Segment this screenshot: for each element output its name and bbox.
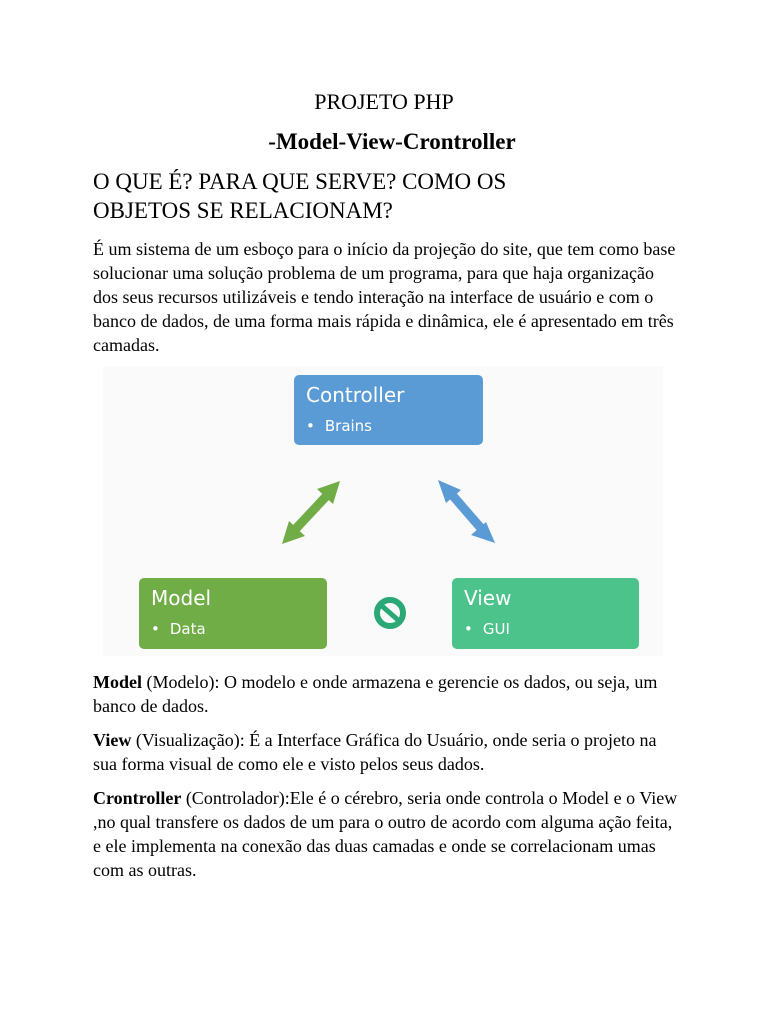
view-definition <box>93 728 683 776</box>
view-item <box>464 619 510 639</box>
controller-title: Controller <box>306 383 405 407</box>
model-definition <box>93 670 683 718</box>
document-subtitle: -Model-View-Crontroller <box>268 129 516 154</box>
controller-view-arrow <box>438 480 495 543</box>
mvc-diagram <box>103 366 663 656</box>
controller-term: Crontroller <box>93 788 182 808</box>
model-term: Model <box>93 672 142 692</box>
document-title: PROJETO PHP <box>314 89 454 114</box>
controller-item-label: Brains <box>324 417 372 435</box>
model-box <box>139 578 327 649</box>
no-entry-icon <box>377 600 403 626</box>
controller-definition <box>93 786 683 882</box>
view-item-label: GUI <box>482 620 510 638</box>
heading-line-1: O QUE É? PARA QUE SERVE? COMO OS <box>93 169 507 194</box>
controller-description: (Controlador):Ele é o cérebro, seria onde controla o Model e o View ,no qual transfere os dados de um para o outro de acordo com alguma ação feita, e ele implementa na conexão das duas camadas e onde se correlacionam umas com as outras. <box>93 788 678 880</box>
view-title: View <box>464 586 512 610</box>
model-description: (Modelo): O modelo e onde armazena e gerencie os dados, ou seja, um banco de dados. <box>93 672 658 716</box>
view-term: View <box>93 730 132 750</box>
controller-item <box>306 416 372 436</box>
view-box <box>452 578 639 649</box>
controller-box <box>294 375 483 445</box>
view-description: (Visualização): É a Interface Gráfica do Usuário, onde seria o projeto na sua forma visual de como ele e visto pelos seus dados. <box>93 730 657 774</box>
model-item <box>151 619 206 639</box>
bullet-icon: • <box>151 620 160 638</box>
heading-line-2: OBJETOS SE RELACIONAM? <box>93 198 393 223</box>
model-controller-arrow <box>282 481 340 544</box>
bullet-icon: • <box>464 620 473 638</box>
bullet-icon: • <box>306 417 315 435</box>
section-heading <box>93 167 693 225</box>
intro-paragraph: É um sistema de um esboço para o início da projeção do site, que tem como base solucionar uma solução problema de um programa, para que haja organização dos seus recursos utilizáveis e tendo interação na interface de usuário e com o banco de dados, de uma forma mais rápida e dinâmica, ele é apresentado em três camadas. <box>93 239 676 355</box>
model-item-label: Data <box>169 620 206 638</box>
model-title: Model <box>151 586 212 610</box>
